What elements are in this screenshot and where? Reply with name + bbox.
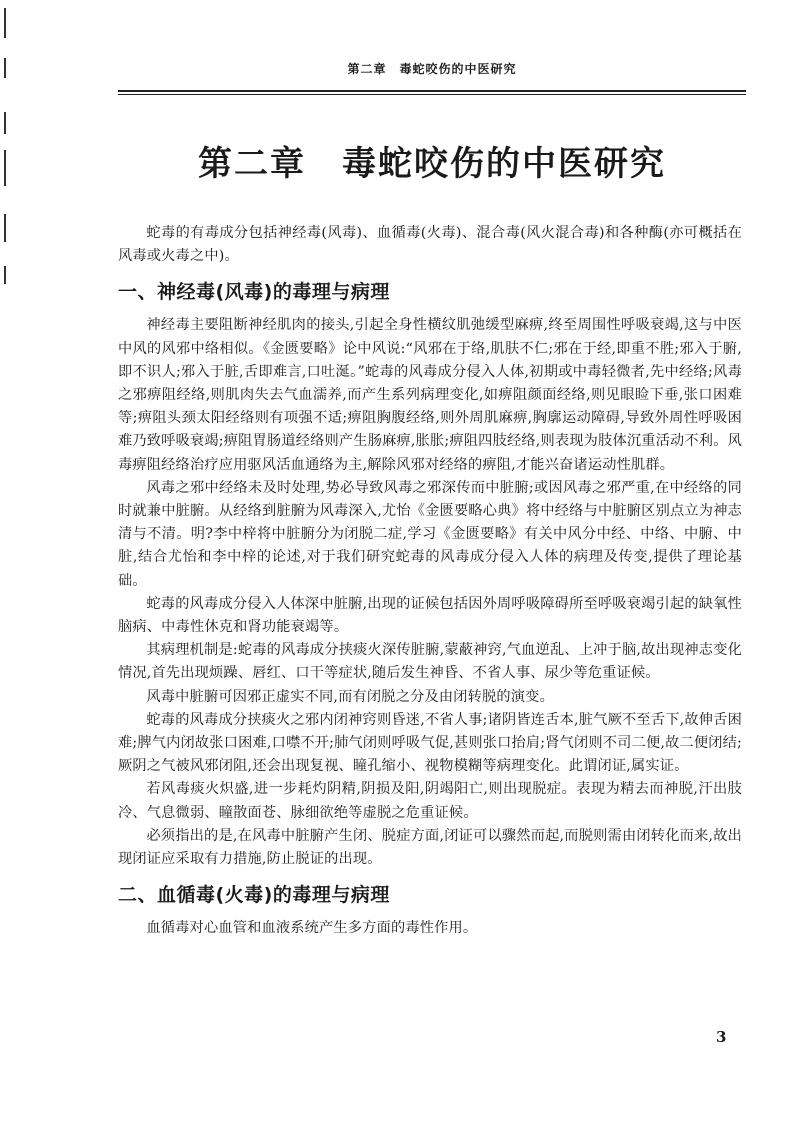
paragraph: 必须指出的是,在风毒中脏腑产生闭、脱症方面,闭证可以骤然而起,而脱则需由闭转化而来,故出现闭证应采取有力措施,防止脱证的出现。 [118, 827, 742, 868]
section-title-hemotoxin: 二、血循毒(火毒)的毒理与病理 [118, 884, 390, 907]
scan-edge-mark [4, 214, 6, 242]
page-content [118, 222, 742, 940]
paragraph: 其病理机制是:蛇毒的风毒成分挟痰火深传脏腑,蒙蔽神窍,气血逆乱、上冲于脑,故出现神志变化情况,首先出现烦躁、唇红、口干等症状,随后发生神昏、不省人事、尿少等危重证候。 [118, 642, 742, 682]
paragraph: 蛇毒的风毒成分挟痰火之邪内闭神窍则昏迷,不省人事;诸阴皆连舌本,脏气厥不至舌下,故伸舌困难;脾气内闭故张口困难,口噤不开;肺气闭则呼吸气促,甚则张口抬肩;肾气闭则不司二便,故二便闭结;厥阴之气被风邪闭阻,还会出现复视、瞳孔缩小、视物模糊等病理变化。此谓闭证,属实证。 [118, 711, 742, 775]
header-rule [118, 90, 746, 92]
scan-edge-mark [4, 266, 6, 284]
scan-edge-marks [4, 0, 7, 1122]
paragraph: 血循毒对心血管和血液系统产生多方面的毒性作用。 [146, 920, 478, 937]
scan-edge-mark [4, 8, 6, 38]
paragraph: 风毒之邪中经络未及时处理,势必导致风毒之邪深传而中脏腑;或因风毒之邪严重,在中经络的同时就兼中脏腑。从经络到脏腑为风毒深入,尤怡《金匮要略心典》将中经络与中脏腑区别点立为神志清与不清。明?李中梓将中脏腑分为闭脱二症,学习《金匮要略》有关中风分中经、中络、中腑、中脏,结合尤怡和李中梓的论述,对于我们研究蛇毒的风毒成分侵入人体的病理及传变,提供了理论基础。 [118, 479, 742, 589]
intro-paragraph: 蛇毒的有毒成分包括神经毒(风毒)、血循毒(火毒)、混合毒(风火混合毒)和各种酶(亦可概括在风毒或火毒之中)。 [118, 225, 742, 265]
section-title-neurotoxin: 一、神经毒(风毒)的毒理与病理 [118, 281, 390, 304]
paragraph: 若风毒痰火炽盛,进一步耗灼阴精,阴损及阳,阴竭阳亡,则出现脱症。表现为精去而神脱,汗出肢冷、气息微弱、瞳散面苍、脉细欲绝等虚脱之危重证候。 [118, 781, 742, 821]
paragraph: 神经毒主要阻断神经肌肉的接头,引起全身性横纹肌弛缓型麻痹,终至周围性呼吸衰竭,这与中医中风的风邪中络相似。《金匮要略》论中风说:“风邪在于络,肌肤不仁;邪在于经,即重不胜;邪入于腑,即不识人;邪入于脏,舌即难言,口吐涎。”蛇毒的风毒成分侵入人体,初期或中毒轻微者,先中经络;风毒之邪痹阻经络,则肌肉失去气血濡养,而产生系列病理变化,如痹阻颜面经络,则见眼睑下垂,张口困难等;痹阻头颈太阳经络则有项强不适;痹阻胸腹经络,则外周肌麻痹,胸廓运动障碍,导致外周性呼吸困难乃致呼吸衰竭;痹阻胃肠道经络则产生肠麻痹,胀胀;痹阻四肢经络,则表现为肢体沉重活动不利。风毒痹阻经络治疗应用驱风活血通络为主,解除风邪对经络的痹阻,才能兴奋诸运动性肌群。 [118, 317, 742, 473]
running-header: 第二章 毒蛇咬伤的中医研究 [347, 62, 517, 76]
scan-edge-mark [4, 58, 6, 78]
paragraph: 蛇毒的风毒成分侵入人体深中脏腑,出现的证候包括因外周呼吸障碍所至呼吸衰竭引起的缺氧性脑病、中毒性休克和肾功能衰竭等。 [118, 595, 742, 636]
paragraph: 风毒中脏腑可因邪正虚实不同,而有闭脱之分及由闭转脱的演变。 [146, 688, 554, 705]
header-rule-thin [118, 94, 746, 95]
scan-edge-mark [4, 150, 6, 186]
chapter-title: 第二章 毒蛇咬伤的中医研究 [198, 144, 666, 184]
scan-edge-mark [4, 112, 6, 134]
page-number: 3 [716, 1028, 727, 1046]
